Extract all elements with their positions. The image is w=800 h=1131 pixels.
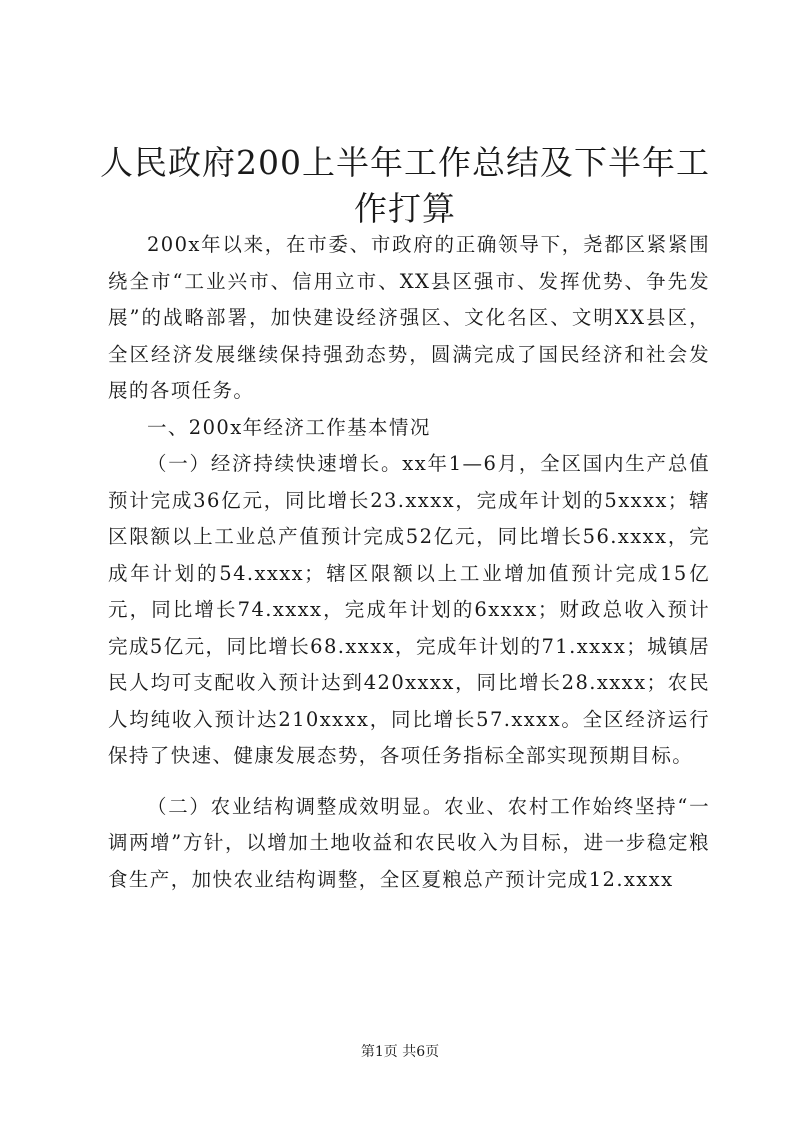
document-body [108,227,710,898]
intro-paragraph: 200x年以来，在市委、市政府的正确领导下，尧都区紧紧围绕全市“工业兴市、信用立市、XX县区强市、发挥优势、争先发展”的战略部署，加快建设经济强区、文化名区、文明XX县区，全区经济发展继续保持强劲态势，圆满完成了国民经济和社会发展的各项任务。 [108,233,710,402]
economic-growth-paragraph: （一）经济持续快速增长。xx年1—6月，全区国内生产总值预计完成36亿元，同比增长23.xxxx，完成年计划的5xxxx；辖区限额以上工业总产值预计完成52亿元，同比增长56.xxxx，完成年计划的54.xxxx；辖区限额以上工业增加值预计完成15亿元，同比增长74.xxxx，完成年计划的6xxxx；财政总收入预计完成5亿元，同比增长68.xxxx，完成年计划的71.xxxx；城镇居民人均可支配收入预计达到420xxxx，同比增长28.xxxx；农民人均纯收入预计达210xxxx，同比增长57.xxxx。全区经济运行保持了快速、健康发展态势，各项任务指标全部实现预期目标。 [108,452,710,767]
section-heading: 一、200x年经济工作基本情况 [147,415,431,439]
document-title: 人民政府200上半年工作总结及下半年工作打算 [100,143,710,228]
agriculture-paragraph: （二）农业结构调整成效明显。农业、农村工作始终坚持“一调两增”方针，以增加土地收益和农民收入为目标，进一步稳定粮食生产，加快农业结构调整，全区夏粮总产预计完成12.xxxx [108,794,710,891]
page-indicator: 第1页 共6页 [360,1044,440,1060]
